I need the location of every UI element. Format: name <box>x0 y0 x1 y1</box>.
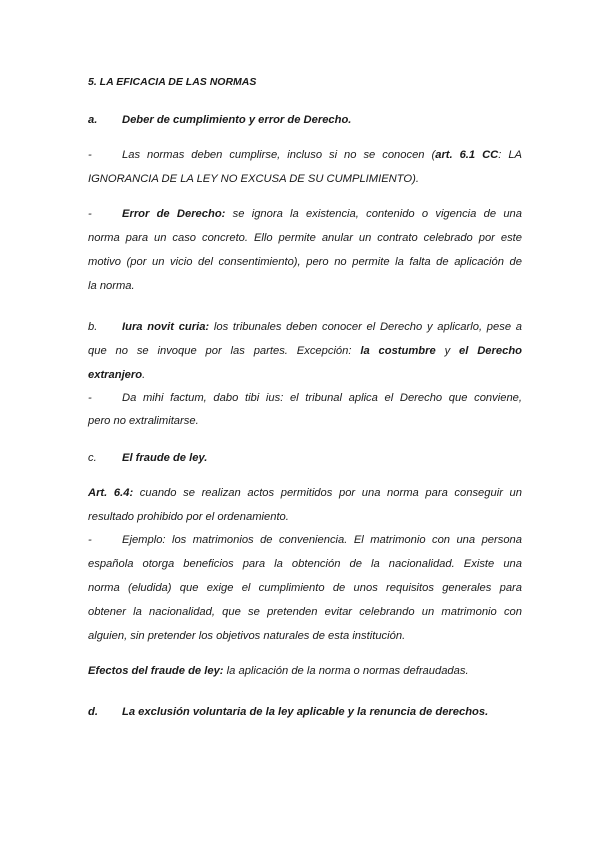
section-a-marker: a. <box>88 114 98 126</box>
c-example-line1: Ejemplo: los matrimonios de conveniencia. El matrimonio con una persona <box>122 534 522 546</box>
a-item1-dash: - <box>88 149 92 161</box>
section-b-marker: b. <box>88 321 98 333</box>
section-c-marker: c. <box>88 452 97 464</box>
section-b-line1: Iura novit curia: los tribunales deben conocer el Derecho y aplicarlo, pese a <box>122 321 522 333</box>
section-a-title: Deber de cumplimiento y error de Derecho. <box>122 114 352 126</box>
c-art-line1: Art. 6.4: cuando se realizan actos permitidos por una norma para conseguir un <box>88 487 522 499</box>
c-example-dash: - <box>88 534 92 546</box>
section-b-line2: que no se invoque por las partes. Excepción: la costumbre y el Derecho <box>88 345 522 357</box>
a-item2-line4: la norma. <box>88 280 135 292</box>
c-example-line5: alguien, sin pretender los objetivos naturales de esta institución. <box>88 630 406 642</box>
section-c-title: El fraude de ley. <box>122 452 208 464</box>
section-d-title: La exclusión voluntaria de la ley aplicable y la renuncia de derechos. <box>122 706 489 718</box>
a-item2-line1: Error de Derecho: se ignora la existencia, contenido o vigencia de una <box>122 208 522 220</box>
c-example-line4: obtener la nacionalidad, que se pretenden evitar celebrando un matrimonio con <box>88 606 522 618</box>
a-item2-line3: motivo (por un vicio del consentimiento), pero no permite la falta de aplicación de <box>88 256 522 268</box>
section-title: 5. LA EFICACIA DE LAS NORMAS <box>88 76 257 88</box>
c-art-line2: resultado prohibido por el ordenamiento. <box>88 511 289 523</box>
c-effects: Efectos del fraude de ley: la aplicación de la norma o normas defraudadas. <box>88 665 469 677</box>
a-item2-dash: - <box>88 208 92 220</box>
a-item1-line1: Las normas deben cumplirse, incluso si no se conocen (art. 6.1 CC: LA <box>122 149 522 161</box>
b-item1-line2: pero no extralimitarse. <box>88 415 199 427</box>
c-example-line2: española otorga beneficios para la obtención de la nacionalidad. Existe una <box>88 558 522 570</box>
a-item2-line2: norma para un caso concreto. Ello permite anular un contrato celebrado por este <box>88 232 522 244</box>
c-example-line3: norma (eludida) que exige el cumplimiento de unos requisitos generales para <box>88 582 522 594</box>
a-item1-line2: IGNORANCIA DE LA LEY NO EXCUSA DE SU CUMPLIMIENTO). <box>88 173 419 185</box>
b-item1-line1: Da mihi factum, dabo tibi ius: el tribunal aplica el Derecho que conviene, <box>122 392 522 404</box>
b-item1-dash: - <box>88 392 92 404</box>
section-d-marker: d. <box>88 706 98 718</box>
section-b-line3: extranjero. <box>88 369 146 381</box>
